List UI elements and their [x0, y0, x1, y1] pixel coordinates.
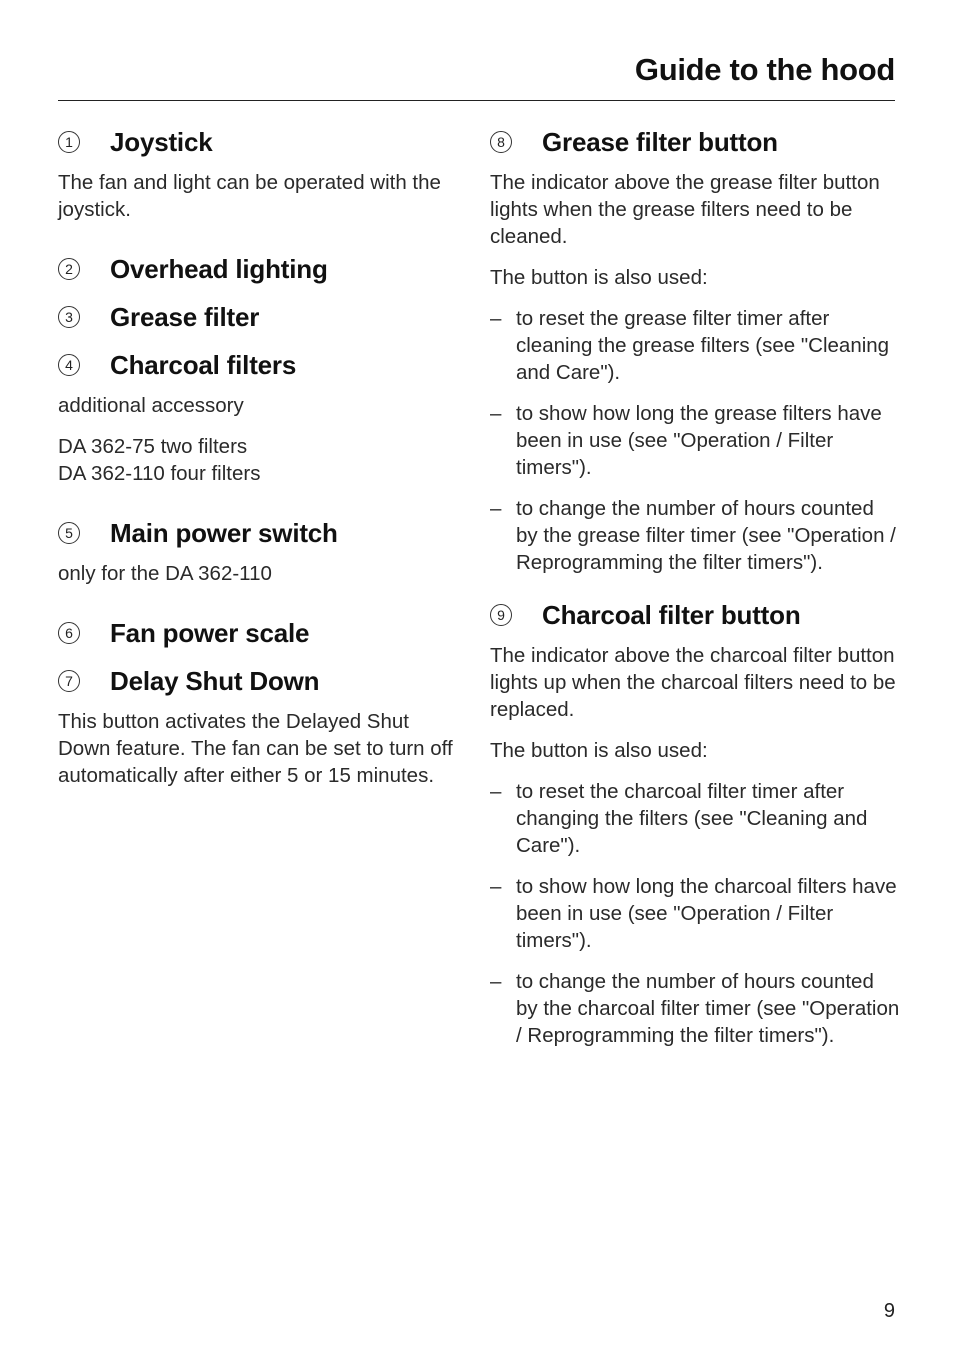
grease-button-also-used: The button is also used: [490, 266, 708, 289]
callout-number-6: 6 [58, 622, 80, 644]
section-heading [490, 598, 900, 632]
section-heading [58, 252, 458, 286]
grease-button-intro: The indicator above the grease filter button lights when the grease filters need to be cleaned. [490, 171, 880, 248]
heading-joystick: Joystick [110, 126, 213, 157]
dash-bullet: – [490, 780, 502, 803]
list-item-text: to change the number of hours counted by the charcoal filter timer (see "Operation / Reprogramming the filter timers"). [516, 970, 900, 1047]
dash-bullet: – [490, 307, 502, 330]
model-line: DA 362-110 four filters [58, 462, 261, 485]
page-number: 9 [883, 1300, 895, 1322]
section-heading [58, 616, 458, 650]
main-power-note: only for the DA 362-110 [58, 562, 272, 585]
right-column [490, 125, 900, 1078]
section-heading [58, 348, 458, 382]
section-joystick [58, 125, 458, 223]
charcoal-button-also-used: The button is also used: [490, 739, 708, 762]
heading-charcoal-filters: Charcoal filters [110, 349, 297, 380]
callout-number-9: 9 [490, 604, 512, 626]
section-heading [490, 125, 900, 159]
delay-shut-down-description: This button activates the Delayed Shut Down feature. The fan can be set to turn off automatically after either 5 or 15 minutes. [58, 710, 453, 787]
list-item-text: to show how long the charcoal filters have been in use (see "Operation / Filter timers"). [516, 875, 897, 952]
list-item-text: to change the number of hours counted by the grease filter timer (see "Operation / Reprogramming the filter timers"). [516, 497, 896, 574]
page-title: Guide to the hood [634, 52, 895, 87]
list-item-text: to show how long the grease filters have been in use (see "Operation / Filter timers"). [516, 402, 882, 479]
left-column [58, 125, 458, 818]
model-line: DA 362-75 two filters [58, 435, 248, 458]
charcoal-button-uses-list [490, 778, 900, 1049]
list-item [490, 778, 900, 859]
dash-bullet: – [490, 970, 502, 993]
callout-number-2: 2 [58, 258, 80, 280]
section-charcoal-filters [58, 348, 458, 487]
section-grease-filter [58, 300, 458, 334]
section-heading [58, 125, 458, 159]
callout-number-3: 3 [58, 306, 80, 328]
charcoal-filter-models [58, 433, 458, 487]
callout-number-7: 7 [58, 670, 80, 692]
list-item [490, 400, 900, 481]
dash-bullet: – [490, 497, 502, 520]
section-heading [58, 300, 458, 334]
section-fan-power-scale [58, 616, 458, 650]
callout-number-4: 4 [58, 354, 80, 376]
grease-button-uses-list [490, 305, 900, 576]
callout-number-5: 5 [58, 522, 80, 544]
list-item [490, 495, 900, 576]
dash-bullet: – [490, 875, 502, 898]
section-heading [58, 516, 458, 550]
joystick-description: The fan and light can be operated with the joystick. [58, 171, 441, 221]
dash-bullet: – [490, 402, 502, 425]
charcoal-accessory-note: additional accessory [58, 394, 244, 417]
heading-charcoal-filter-button: Charcoal filter button [542, 599, 801, 630]
section-grease-filter-button [490, 125, 900, 576]
callout-number-8: 8 [490, 131, 512, 153]
heading-grease-filter-button: Grease filter button [542, 126, 778, 157]
list-item-text: to reset the charcoal filter timer after changing the filters (see "Cleaning and Care"). [516, 780, 868, 857]
heading-delay-shut-down: Delay Shut Down [110, 665, 320, 696]
heading-overhead-lighting: Overhead lighting [110, 253, 328, 284]
section-heading [58, 664, 458, 698]
section-charcoal-filter-button [490, 598, 900, 1049]
section-overhead-lighting [58, 252, 458, 286]
heading-fan-power-scale: Fan power scale [110, 617, 310, 648]
callout-number-1: 1 [58, 131, 80, 153]
list-item-text: to reset the grease filter timer after cleaning the grease filters (see "Cleaning and Care"). [516, 307, 890, 384]
heading-main-power-switch: Main power switch [110, 517, 338, 548]
list-item [490, 968, 900, 1049]
section-delay-shut-down [58, 664, 458, 789]
list-item [490, 873, 900, 954]
header-rule [58, 100, 895, 101]
heading-grease-filter: Grease filter [110, 301, 260, 332]
list-item [490, 305, 900, 386]
charcoal-button-intro: The indicator above the charcoal filter button lights up when the charcoal filters need to be replaced. [490, 644, 896, 721]
section-main-power-switch [58, 516, 458, 587]
